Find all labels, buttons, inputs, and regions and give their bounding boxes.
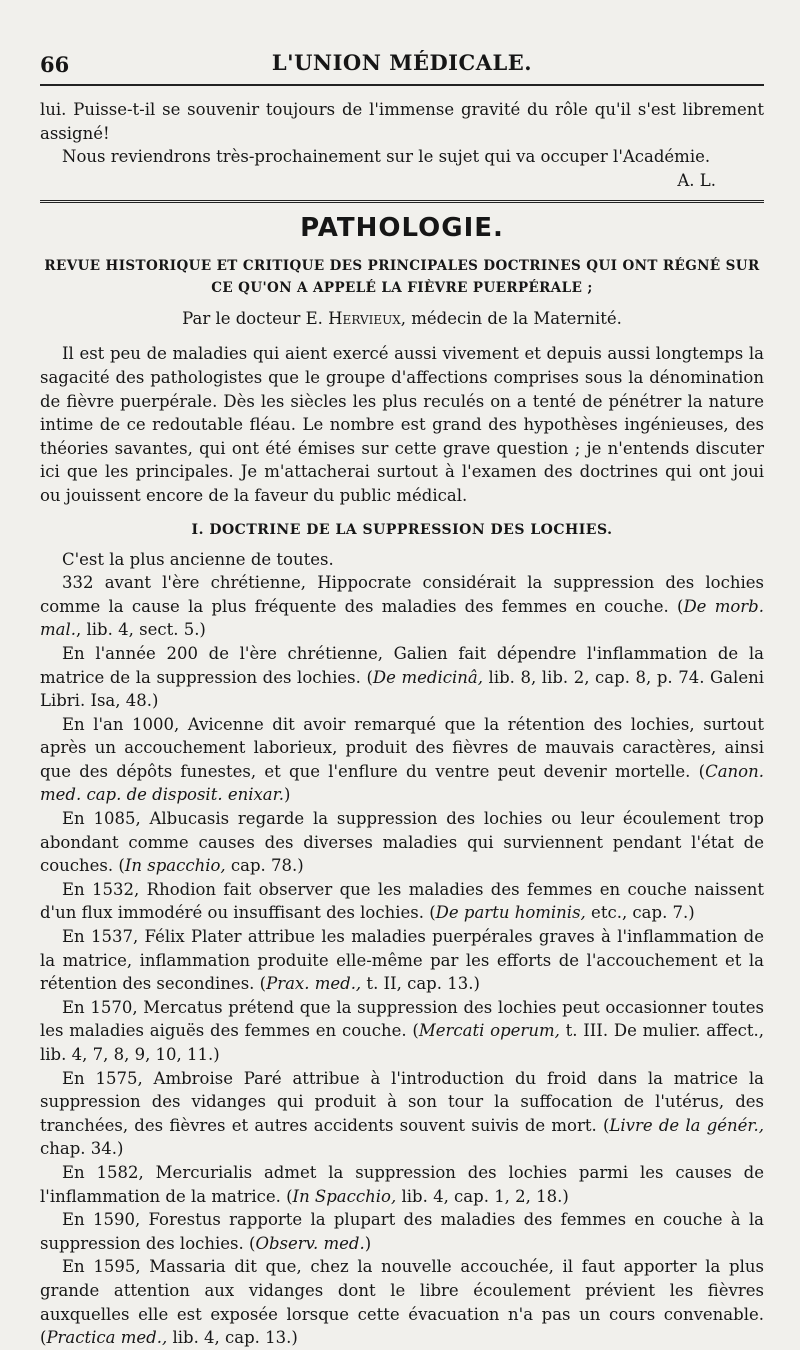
article-subtitle-line-2: CE QU'ON A APPELÉ LA FIÈVRE PUERPÉRALE ; — [211, 280, 593, 297]
byline — [40, 309, 764, 328]
page-number: 66 — [40, 52, 70, 77]
entry-reference: Observ. med. — [255, 1233, 365, 1253]
entry-reference: Prax. med., — [266, 974, 362, 994]
body-paragraph-2: C'est la plus ancienne de toutes. — [62, 549, 334, 569]
entry-reference-tail: ) — [364, 1233, 372, 1253]
entry-reference: De medicinâ, — [372, 667, 483, 687]
entry-reference: Canon. med. cap. de disposit. enixar. — [40, 761, 764, 805]
entry-reference-tail: , lib. 4, sect. 5.) — [76, 620, 206, 640]
entry-reference-tail: lib. 8, lib. 2, cap. 8, p. 74. Galeni Libri. Isa, 48.) — [40, 667, 765, 711]
section-rule — [40, 200, 764, 203]
intro-paragraph-2: Nous reviendrons très-prochainement sur le sujet qui va occuper l'Académie. — [62, 147, 711, 167]
chronology-entry — [40, 1255, 764, 1349]
chronology-entry — [40, 642, 764, 713]
author-name: Hervieux — [328, 309, 401, 329]
entry-reference-tail: lib. 4, cap. 13.) — [167, 1328, 298, 1348]
header-rule — [40, 84, 764, 86]
chronology-entry — [40, 1208, 764, 1255]
entry-reference-tail: t. III. De mulier. affect., lib. 4, 7, 8, 9, 10, 11.) — [40, 1021, 764, 1064]
intro-signature: A. L. — [677, 170, 716, 190]
chronology-entry — [40, 878, 764, 925]
doctrine-heading: I. DOCTRINE DE LA SUPPRESSION DES LOCHIES. — [191, 521, 613, 538]
entry-text: En 1537, Félix Plater attribue les maladies puerpérales graves à l'inflammation de la matrice, inflammation produite elle-même par les efforts de l'accouchement et la rétention des secondines. ( — [40, 927, 764, 994]
page-header — [40, 46, 764, 80]
entry-text: En 1085, Albucasis regarde la suppression des lochies ou leur écoulement trop abondant comme causes des diverses maladies qui surviennent pendant l'état de couches. ( — [40, 809, 764, 876]
byline-suffix: , médecin de la Maternité. — [400, 309, 622, 329]
entry-text: En 1532, Rhodion fait observer que les maladies des femmes en couche naissent d'un flux immodéré ou insuffisant des lochies. ( — [40, 879, 764, 923]
entry-text: En 1575, Ambroise Paré attribue à l'introduction du froid dans la matrice la suppression des vidanges qui produit à son tour la suffocation de l'utérus, des tranchées, des fièvres et autres accidents souvent suivis de mort. ( — [40, 1068, 764, 1135]
section-title: PATHOLOGIE. — [300, 213, 504, 244]
entry-reference-tail: chap. 34.) — [40, 1139, 124, 1159]
entry-reference: De partu hominis, — [435, 903, 586, 923]
entry-reference: In spacchio, — [124, 856, 226, 876]
entry-reference: Practica med., — [46, 1328, 168, 1348]
entry-reference-tail: cap. 78.) — [225, 856, 304, 876]
entry-text: En 1595, Massaria dit que, chez la nouvelle accouchée, il faut apporter la plus grande attention aux vidanges dont le libre écoulement prévient les fièvres auxquelles elle est exposée lorsque cette évacuation n'a pas un cours convenable. ( — [40, 1257, 764, 1348]
intro-paragraph-1: lui. Puisse-t-il se souvenir toujours de l'immense gravité du rôle qu'il s'est librement assigné! — [40, 100, 764, 143]
body-paragraph-1: Il est peu de maladies qui aient exercé aussi vivement et depuis aussi longtemps la sagacité des pathologistes que le groupe d'affections comprises sous la dénomination de fièvre puerpérale. Dès les siècles les plus reculés on a tenté de pénétrer la nature intime de ce redoutable fléau. Le nombre est grand des hypothèses ingénieuses, des théories savantes, qui ont été émises sur cette grave question ; je n'entends discuter ici que les principales. Je m'attacherai surtout à l'examen des doctrines qui ont joui ou jouissent encore de la faveur du public médical. — [40, 344, 764, 505]
journal-title: L'UNION MÉDICALE. — [271, 50, 533, 75]
byline-prefix: Par le docteur E. — [182, 309, 329, 329]
chronology-entry — [40, 1067, 764, 1161]
entry-reference-tail: t. II, cap. 13.) — [361, 974, 480, 994]
entry-text: En l'année 200 de l'ère chrétienne, Galien fait dépendre l'inflammation de la matrice de la suppression des lochies. ( — [40, 643, 764, 687]
entry-reference-tail: ) — [283, 785, 291, 805]
entry-reference-tail: etc., cap. 7.) — [585, 903, 695, 923]
chronology-entry — [40, 807, 764, 878]
entry-reference: Livre de la génér., — [609, 1115, 764, 1135]
chronology-entry — [40, 713, 764, 807]
article-subtitle-line-1: REVUE HISTORIQUE ET CRITIQUE DES PRINCIPALES DOCTRINES QUI ONT RÉGNÉ SUR — [44, 258, 760, 275]
entry-text: En 1570, Mercatus prétend que la suppression des lochies peut occasionner toutes les maladies aiguës des femmes en couche. ( — [40, 997, 764, 1041]
chronology-list — [40, 571, 764, 1350]
entry-text: En 1582, Mercurialis admet la suppression des lochies parmi les causes de l'inflammation de la matrice. ( — [40, 1162, 764, 1206]
entry-text: En 1590, Forestus rapporte la plupart des maladies des femmes en couche à la suppression des lochies. ( — [40, 1210, 764, 1253]
entry-reference: De morb. mal. — [40, 596, 764, 640]
chronology-entry — [40, 925, 764, 996]
entry-text: En l'an 1000, Avicenne dit avoir remarqué que la rétention des lochies, surtout après un accouchement laborieux, produit des fièvres de mauvais caractères, ainsi que des dépôts funestes, et que l'enflure du ventre peut devenir mortelle. ( — [40, 714, 764, 781]
chronology-entry — [40, 996, 764, 1067]
chronology-entry — [40, 571, 764, 642]
entry-reference-tail: lib. 4, cap. 1, 2, 18.) — [396, 1186, 569, 1206]
chronology-entry — [40, 1161, 764, 1208]
entry-reference: Mercati operum, — [418, 1021, 560, 1041]
entry-reference: In Spacchio, — [292, 1186, 397, 1206]
entry-text: 332 avant l'ère chrétienne, Hippocrate considérait la suppression des lochies comme la cause la plus fréquente des maladies des femmes en couche. ( — [40, 573, 764, 616]
